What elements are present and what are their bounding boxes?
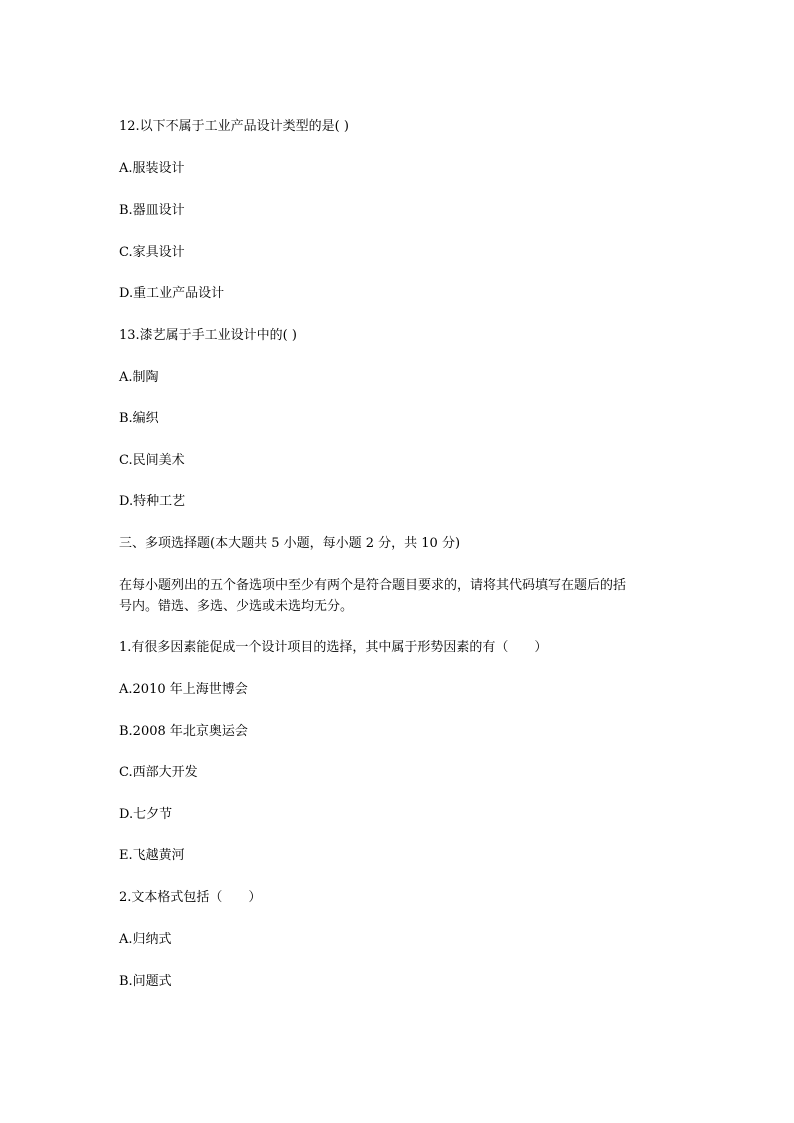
option-b: B.器皿设计 [119, 203, 185, 218]
instruction-line-1: 在每小题列出的五个备选项中至少有两个是符合题目要求的，请将其代码填写在题后的括 [119, 578, 627, 593]
option-a: A.归纳式 [119, 932, 172, 947]
option-d: D.特种工艺 [119, 494, 186, 509]
option-b: B.编织 [119, 411, 159, 426]
option-b: B.问题式 [119, 974, 172, 989]
question-13: 13.漆艺属于手工业设计中的( ) [119, 328, 297, 343]
option-d: D.重工业产品设计 [119, 286, 225, 301]
option-d: D.七夕节 [119, 807, 173, 822]
question-1: 1.有很多因素能促成一个设计项目的选择，其中属于形势因素的有（ ） [119, 640, 548, 655]
question-12: 12.以下不属于工业产品设计类型的是( ) [119, 119, 349, 134]
question-2: 2.文本格式包括（ ） [119, 890, 262, 905]
option-c: C.家具设计 [119, 245, 185, 260]
option-a: A.制陶 [119, 370, 159, 385]
option-e: E.飞越黄河 [119, 848, 185, 863]
option-b: B.2008 年北京奥运会 [119, 724, 248, 739]
instruction-line-2: 号内。错选、多选、少选或未选均无分。 [119, 599, 354, 614]
option-a: A.2010 年上海世博会 [119, 682, 248, 697]
option-c: C.西部大开发 [119, 765, 198, 780]
option-a: A.服装设计 [119, 161, 185, 176]
section-heading: 三、多项选择题(本大题共 5 小题，每小题 2 分，共 10 分) [119, 536, 461, 551]
option-c: C.民间美术 [119, 453, 185, 468]
